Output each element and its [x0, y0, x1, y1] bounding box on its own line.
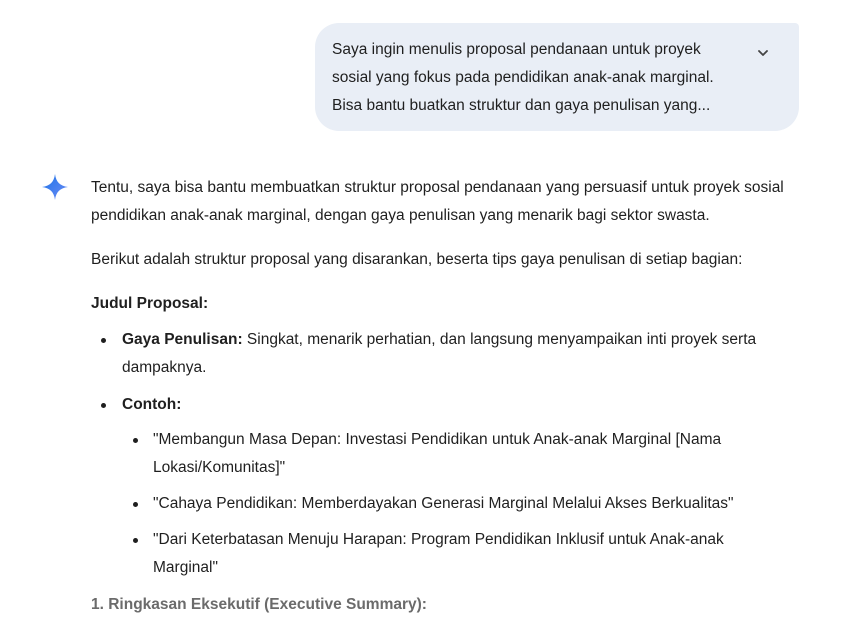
gemini-sparkle-icon	[40, 172, 70, 202]
examples-label: Contoh:	[122, 396, 182, 413]
next-section-title: 1. Ringkasan Eksekutif (Executive Summary):	[91, 596, 427, 613]
example-item: "Membangun Masa Depan: Investasi Pendidikan untuk Anak-anak Marginal [Nama Lokasi/Komunitas]"	[122, 426, 791, 482]
user-message-line: Bisa bantu buatkan struktur dan gaya penulisan yang...	[332, 97, 711, 114]
list-item	[91, 326, 791, 382]
style-label: Gaya Penulisan:	[122, 331, 243, 348]
example-item: "Cahaya Pendidikan: Memberdayakan Generasi Marginal Melalui Akses Berkualitas"	[122, 490, 791, 518]
section-title: Judul Proposal:	[91, 295, 209, 312]
user-message-line: Saya ingin menulis proposal pendanaan untuk proyek	[332, 41, 701, 58]
response-lead: Berikut adalah struktur proposal yang disarankan, beserta tips gaya penulisan di setiap bagian:	[91, 251, 743, 268]
user-message-bubble	[315, 23, 799, 131]
list-item	[91, 391, 791, 582]
style-text: Singkat, menarik perhatian, dan langsung menyampaikan inti proyek serta dampaknya.	[122, 331, 757, 376]
bullet-list	[91, 326, 791, 582]
assistant-response	[91, 174, 791, 635]
examples-list	[122, 426, 791, 582]
user-message-line: sosial yang fokus pada pendidikan anak-anak marginal.	[332, 69, 714, 86]
response-intro: Tentu, saya bisa bantu membuatkan struktur proposal pendanaan yang persuasif untuk proyek sosial pendidikan anak-anak marginal, dengan gaya penulisan yang menarik bagi sektor swasta.	[91, 179, 784, 224]
chevron-down-icon[interactable]	[752, 42, 774, 64]
example-item: "Dari Keterbatasan Menuju Harapan: Program Pendidikan Inklusif untuk Anak-anak Marginal"	[122, 526, 791, 582]
